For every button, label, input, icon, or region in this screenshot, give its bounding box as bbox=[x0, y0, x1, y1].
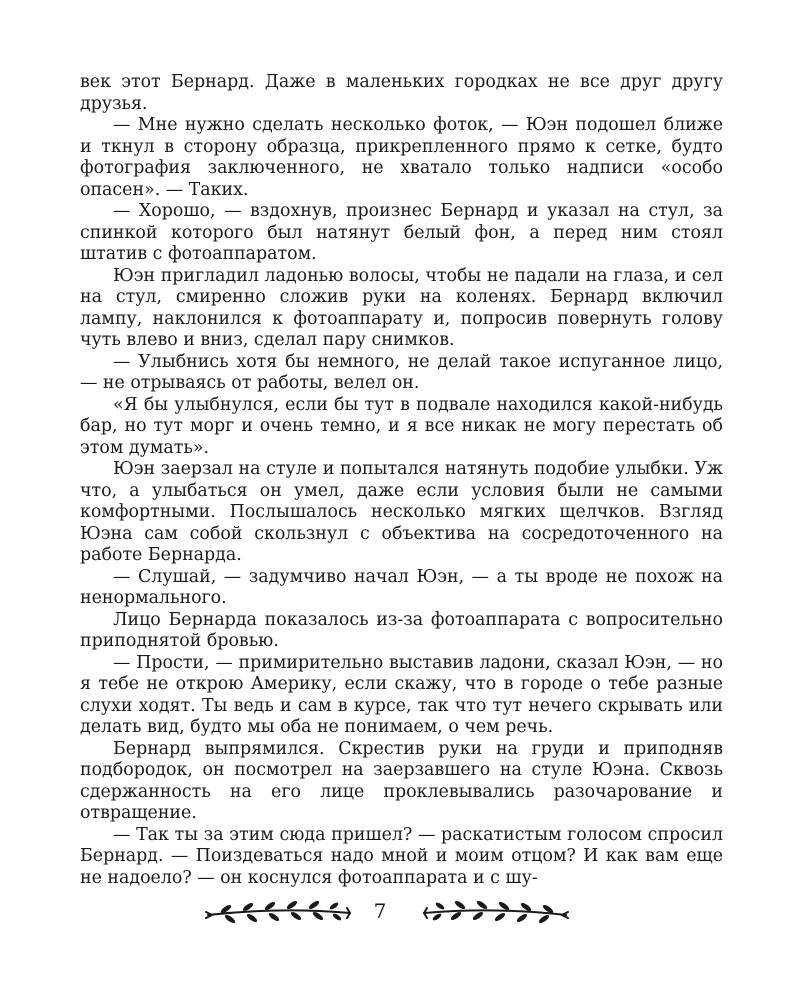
paragraph: — Слушай, — задумчиво начал Юэн, — а ты вроде не похож на ненормального. bbox=[80, 566, 723, 608]
paragraph: — Прости, — примирительно выставив ладони, сказал Юэн, — но я тебе не открою Америку, если скажу, что в городе о тебе разные слухи ходят. Ты ведь и сам в курсе, так что тут нечего скрывать или делать вид, будто мы оба не понимаем, о чем речь. bbox=[80, 652, 723, 737]
book-page-body bbox=[80, 72, 723, 889]
page-footer bbox=[0, 893, 800, 933]
paragraph: — Хорошо, — вздохнув, произнес Бернард и указал на стул, за спинкой которого был натянут белый фон, а перед ним стоял штатив с фотоаппаратом. bbox=[80, 201, 723, 264]
paragraph: — Улыбнись хотя бы немного, не делай такое испуганное лицо, — не отрываясь от работы, велел он. bbox=[80, 351, 723, 393]
laurel-branch-icon bbox=[420, 899, 570, 927]
paragraph: — Так ты за этим сюда пришел? — раскатистым голосом спросил Бернард. — Поиздеваться надо мной и моим отцом? И как вам еще не надоело? — он коснулся фотоаппарата и с шу- bbox=[80, 824, 723, 888]
paragraph: Лицо Бернарда показалось из-за фотоаппарата с вопросительно приподнятой бровью. bbox=[80, 609, 723, 651]
page-number: 7 bbox=[373, 899, 387, 923]
paragraph: Юэн пригладил ладонью волосы, чтобы не падали на глаза, и сел на стул, смиренно сложив руки на коленях. Бернард включил лампу, наклонился к фотоаппарату и, попросив повернуть голову чуть влево и вниз, сделал пару снимков. bbox=[80, 265, 723, 350]
paragraph: Бернард выпрямился. Скрестив руки на груди и приподняв подбородок, он посмотрел на заерзавшего на стуле Юэна. Сквозь сдержанность на его лице проклевывались разочарование и отвращение. bbox=[80, 738, 723, 823]
paragraph: «Я бы улыбнулся, если бы тут в подвале находился какой-нибудь бар, но тут морг и очень темно, и я все никак не могу перестать об этом думать». bbox=[80, 394, 723, 458]
paragraph: — Мне нужно сделать несколько фоток, — Юэн подошел ближе и ткнул в сторону образца, прикрепленного прямо к сетке, будто фотография заключенного, не хватало только надписи «особо опасен». — Таких. bbox=[80, 115, 723, 200]
paragraph: век этот Бернард. Даже в маленьких городках не все друг другу друзья. bbox=[80, 72, 723, 114]
laurel-branch-icon bbox=[204, 899, 354, 927]
paragraph: Юэн заерзал на стуле и попытался натянуть подобие улыбки. Уж что, а улыбаться он умел, даже если условия были не самыми комфортными. Послышалось несколько мягких щелчков. Взгляд Юэна сам собой скользнул с объектива на сосредоточенного на работе Бернарда. bbox=[80, 459, 723, 565]
